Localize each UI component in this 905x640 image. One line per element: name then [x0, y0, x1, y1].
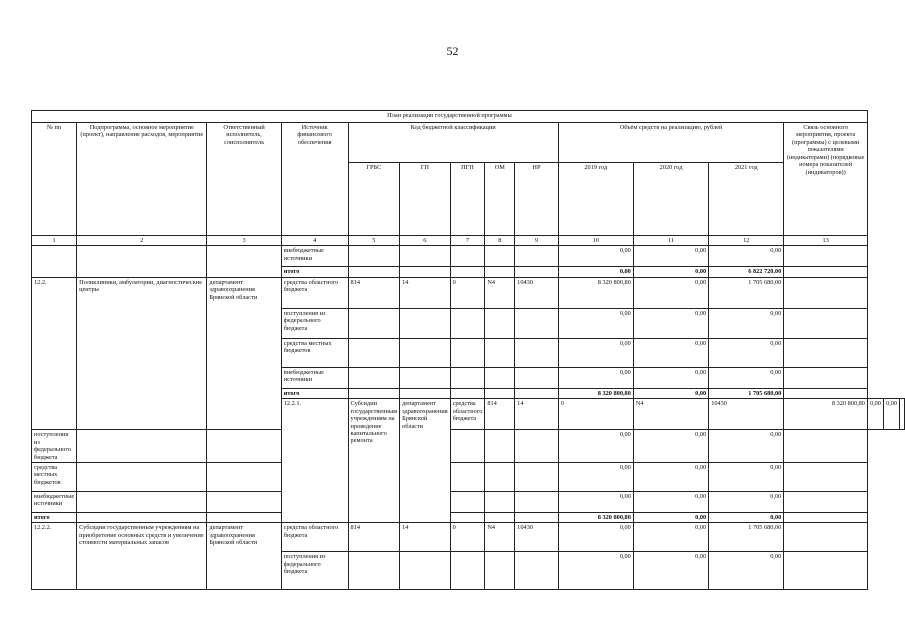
header-funding: Объём средств на реализацию, рублей: [558, 123, 784, 163]
code-pgp: 0: [450, 523, 485, 552]
header-2021: 2021 год: [709, 163, 784, 236]
source-label: средства областного бюджета: [281, 277, 348, 308]
code-grbs: 814: [485, 399, 515, 430]
value-cell: 0,00: [633, 462, 708, 491]
header-responsible: Ответственный исполнитель, соисполнитель: [207, 123, 281, 236]
value-cell: 1 705 680,00: [709, 277, 784, 308]
header-om: ОМ: [485, 163, 515, 236]
header-subprogram: Подпрограмма, основное мероприятие (проект), направление расходов, мероприятие: [77, 123, 207, 236]
total-label: итого: [32, 512, 77, 522]
header-link: Связь основного мероприятия, проекта (программы) с целевыми показателями (индикаторами) (порядковые номера показателей (индикаторов)): [784, 123, 868, 236]
value-cell: 8 320 800,80: [784, 399, 868, 430]
col-number: 12: [709, 236, 784, 246]
value-cell: 0,00: [558, 430, 633, 463]
cell-empty: [77, 246, 207, 277]
value-cell: 0,00: [558, 552, 633, 590]
row-responsible: департамент здравоохранения Брянской области: [207, 523, 281, 590]
col-number: 7: [450, 236, 485, 246]
code-np: 10430: [515, 277, 559, 308]
cell-empty: [207, 246, 281, 277]
source-label: средства местных бюджетов: [32, 462, 77, 491]
value-cell: 0,00: [709, 491, 784, 512]
row-number: 12.2.2.: [32, 523, 77, 590]
total-value: 0,00: [633, 267, 708, 277]
total-value: 1 705 680,00: [709, 388, 784, 398]
header-budget-code: Код бюджетной классификации: [348, 123, 558, 163]
value-cell: 0,00: [558, 338, 633, 367]
value-cell: 0,00: [633, 552, 708, 590]
header-2019: 2019 год: [558, 163, 633, 236]
value-cell: 0,00: [883, 399, 899, 430]
cell-empty: [32, 246, 77, 277]
program-plan-table: [31, 110, 905, 590]
col-number: 9: [515, 236, 559, 246]
value-cell: 0,00: [709, 367, 784, 388]
value-cell: 0,00: [558, 491, 633, 512]
col-number: 1: [32, 236, 77, 246]
total-value: 0,00: [558, 267, 633, 277]
value-cell: 0,00: [633, 277, 708, 308]
value-cell: 0,00: [709, 462, 784, 491]
total-value: 6 822 720,00: [709, 267, 784, 277]
col-number: 2: [77, 236, 207, 246]
col-number: 6: [400, 236, 450, 246]
value-cell: 0,00: [633, 491, 708, 512]
total-value: 0,00: [633, 512, 708, 522]
row-responsible: департамент здравоохранения Брянской области: [400, 399, 450, 523]
value-cell: 8 320 800,80: [558, 277, 633, 308]
value-cell: 0,00: [633, 430, 708, 463]
code-om: N4: [633, 399, 708, 430]
code-om: N4: [485, 277, 515, 308]
row-number: 12.2.1.: [281, 399, 348, 523]
code-np: 10430: [709, 399, 784, 430]
col-number: 3: [207, 236, 281, 246]
value-cell: 0,00: [633, 338, 708, 367]
value-cell: 0,00: [633, 523, 708, 552]
value-cell: 0,00: [558, 462, 633, 491]
row-number: 12.2.: [32, 277, 77, 429]
code-gp: 14: [400, 277, 450, 308]
value-cell: 0,00: [558, 246, 633, 267]
row-name: Поликлиники, амбулатории, диагностические центры: [77, 277, 207, 429]
value-cell: 0,00: [633, 246, 708, 267]
total-value: 0,00: [709, 512, 784, 522]
total-label: итого: [281, 267, 348, 277]
total-value: 8 320 800,80: [558, 512, 633, 522]
value-cell: 0,00: [709, 338, 784, 367]
code-om: N4: [485, 523, 515, 552]
value-cell: 0,00: [709, 430, 784, 463]
source-label: внебюджетные источники: [281, 246, 348, 267]
source-label: поступления из федерального бюджета: [281, 308, 348, 338]
value-cell: 0,00: [867, 399, 883, 430]
total-value: 8 320 800,80: [558, 388, 633, 398]
col-number: 4: [281, 236, 348, 246]
value-cell: 0,00: [709, 246, 784, 267]
row-name: Субсидии государственным учреждениям на приобретение основных средств и увеличение стоимости материальных запасов: [77, 523, 207, 590]
source-label: внебюджетные источники: [281, 367, 348, 388]
page-number: 52: [446, 44, 459, 58]
source-label: поступления из федерального бюджета: [281, 552, 348, 590]
total-label: итого: [281, 388, 348, 398]
value-cell: 0,00: [558, 523, 633, 552]
source-label: внебюджетные источники: [32, 491, 77, 512]
row-name: Субсидии государственным учреждениям на проведение капитального ремонта: [348, 399, 400, 523]
header-grbs: ГРБС: [348, 163, 400, 236]
code-np: 10430: [515, 523, 559, 552]
col-number: 10: [558, 236, 633, 246]
code-pgp: 0: [450, 277, 485, 308]
col-number: 5: [348, 236, 400, 246]
header-num: № пп: [32, 123, 77, 236]
value-cell: 0,00: [633, 308, 708, 338]
code-grbs: 814: [348, 277, 400, 308]
value-cell: 0,00: [633, 367, 708, 388]
col-number: 11: [633, 236, 708, 246]
code-pgp: 0: [558, 399, 633, 430]
header-gp: ГП: [400, 163, 450, 236]
col-number: 8: [485, 236, 515, 246]
header-pgp: ПГП: [450, 163, 485, 236]
source-label: средства местных бюджетов: [281, 338, 348, 367]
value-cell: 0,00: [709, 308, 784, 338]
code-grbs: 814: [348, 523, 400, 552]
header-np: НР: [515, 163, 559, 236]
source-label: поступления из федерального бюджета: [32, 430, 77, 463]
value-cell: 0,00: [558, 308, 633, 338]
table-title: План реализации государственной программы: [32, 111, 868, 123]
header-source: Источник финансового обеспечения: [281, 123, 348, 236]
source-label: средства областного бюджета: [450, 399, 485, 430]
code-gp: 14: [400, 523, 450, 552]
header-2020: 2020 год: [633, 163, 708, 236]
source-label: средства областного бюджета: [281, 523, 348, 552]
code-gp: 14: [515, 399, 559, 430]
value-cell: 0,00: [558, 367, 633, 388]
row-responsible: департамент здравоохранения Брянской области: [207, 277, 281, 429]
value-cell: 0,00: [709, 552, 784, 590]
total-value: 0,00: [633, 388, 708, 398]
value-cell: 1 705 680,00: [709, 523, 784, 552]
col-number: 13: [784, 236, 868, 246]
